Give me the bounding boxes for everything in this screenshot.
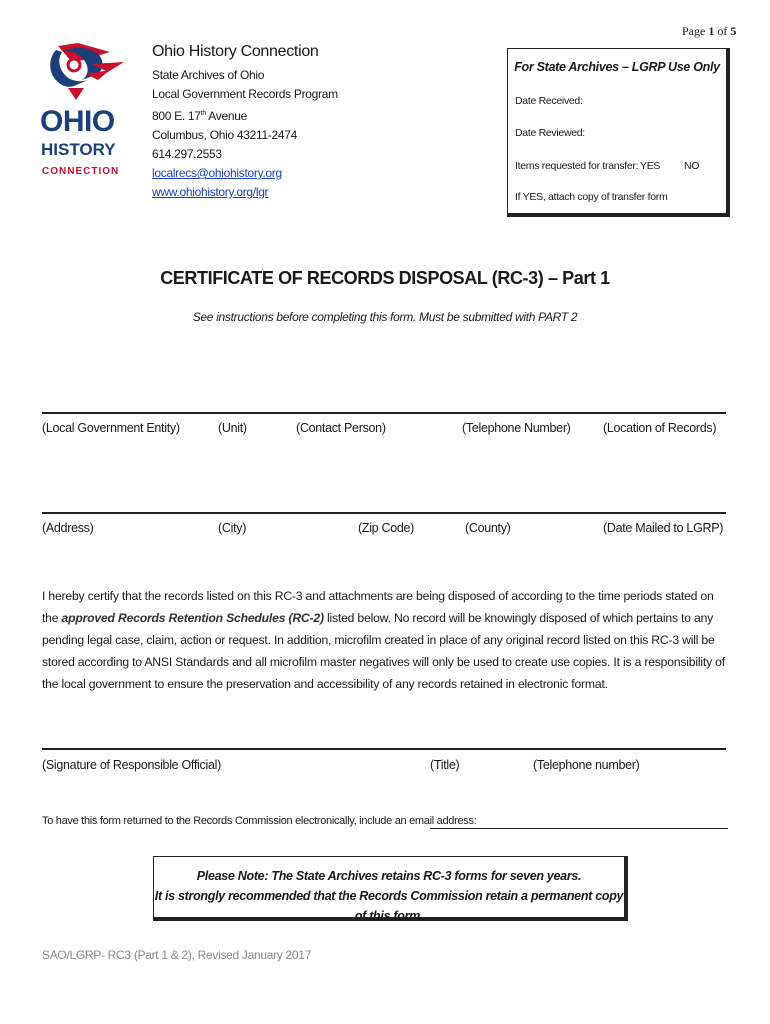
county-label: (County) (465, 521, 511, 535)
unit-label: (Unit) (218, 421, 247, 435)
email-prompt: To have this form returned to the Records Commission electronically, include an email address: (42, 815, 477, 827)
title-label: (Title) (430, 758, 460, 772)
location-of-records-label: (Location of Records) (603, 421, 717, 435)
certify-text-end: listed below. No record will be knowingly disposed of which pertains to any pending legal case, claim, action or request. In addition, microfilm created in place of any original record listed on this RC-3 will be stored according to ANSI Standards and all microfilm master negatives will only be used to create use copies. It is a responsibility of the local government to ensure the preservation and accessibility of any records retained in electronic format. (42, 611, 725, 691)
note-line-2: It is strongly recommended that the Records Commission retain a permanent copy of this form. (154, 889, 624, 923)
telephone-number-label: (Telephone Number) (462, 421, 571, 435)
street-number: 800 E. 17 (152, 109, 201, 123)
org-street (152, 104, 338, 126)
logo-connection-text: CONNECTION (42, 166, 120, 177)
official-telephone-label: (Telephone number) (533, 758, 640, 772)
org-phone: 614.297.2553 (152, 147, 222, 161)
if-yes-note: If YES, attach copy of transfer form (515, 191, 668, 203)
form-subtitle: See instructions before completing this form. Must be submitted with PART 2 (192, 310, 578, 324)
retention-schedules-emphasis: approved Records Retention Schedules (RC-2) (61, 611, 324, 625)
entity-label: (Local Government Entity) (42, 421, 180, 435)
entity-row-line[interactable] (42, 412, 726, 414)
city-label: (City) (218, 521, 247, 535)
signature-row-line[interactable] (42, 748, 726, 750)
page-total: 5 (730, 24, 737, 38)
address-row-line[interactable] (42, 512, 726, 514)
street-suffix: th (200, 110, 206, 117)
signature-label: (Signature of Responsible Official) (42, 758, 221, 772)
address-label: (Address) (42, 521, 94, 535)
street-name: Avenue (205, 109, 247, 123)
ohio-history-connection-logo (38, 40, 128, 185)
items-requested-label: Items requested for transfer: (515, 160, 639, 172)
logo-ohio-text: OHIO (40, 105, 115, 138)
date-mailed-label: (Date Mailed to LGRP) (603, 521, 724, 535)
certification-paragraph (42, 585, 732, 695)
zip-code-label: (Zip Code) (358, 521, 415, 535)
org-city: Columbus, Ohio 43211-2474 (152, 128, 298, 142)
page-of-label: of (717, 24, 728, 38)
archives-box-title: For State Archives – LGRP Use Only (514, 60, 720, 74)
form-footer: SAO/LGRP- RC3 (Part 1 & 2), Revised January 2017 (42, 948, 312, 962)
page-number (682, 24, 736, 39)
org-dept: State Archives of Ohio (152, 68, 265, 82)
date-received-field[interactable]: Date Received: (515, 95, 583, 107)
org-email-link[interactable]: localrecs@ohiohistory.org (152, 166, 282, 180)
org-address-block (152, 42, 338, 202)
contact-person-label: (Contact Person) (296, 421, 386, 435)
please-note-box (153, 856, 628, 921)
certify-text-start: I hereby certify that the records listed on this RC-3 and attachments are being disposed of according to the time periods stated on the (42, 589, 714, 625)
state-archives-use-box (507, 48, 730, 217)
org-website-link[interactable]: www.ohiohistory.org/lgr (152, 185, 269, 199)
ohio-flag-icon (38, 40, 128, 104)
org-name: Ohio History Connection (152, 43, 319, 60)
form-title: CERTIFICATE OF RECORDS DISPOSAL (RC-3) – Part 1 (160, 268, 610, 288)
transfer-yes-option[interactable]: YES (640, 160, 661, 172)
transfer-no-option[interactable]: NO (684, 160, 700, 172)
org-program: Local Government Records Program (152, 87, 338, 101)
page-label: Page (682, 24, 706, 38)
email-input-line[interactable] (430, 828, 728, 829)
date-reviewed-field[interactable]: Date Reviewed: (515, 127, 585, 139)
note-line-1: Please Note: The State Archives retains RC-3 forms for seven years. (196, 869, 582, 883)
page-current: 1 (708, 24, 715, 38)
logo-history-text: HISTORY (41, 140, 116, 159)
